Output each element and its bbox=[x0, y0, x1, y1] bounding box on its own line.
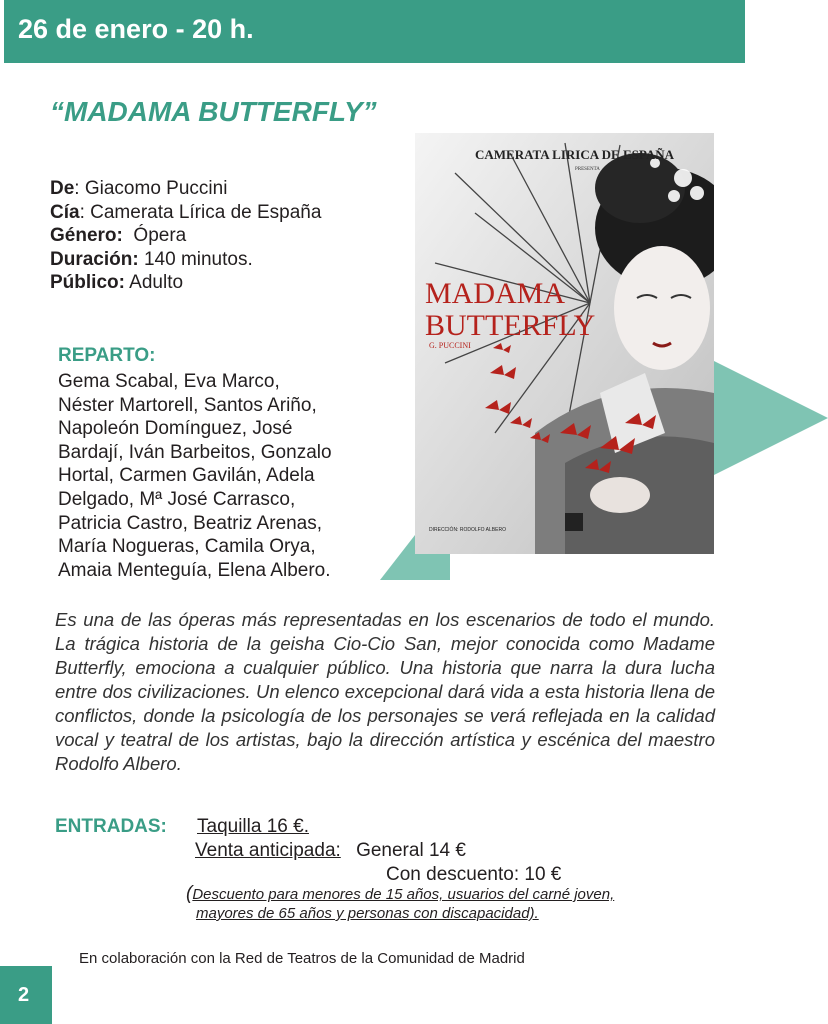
company-value: : Camerata Lírica de España bbox=[79, 201, 322, 223]
cast-line: Néster Martorell, Santos Ariño, bbox=[58, 394, 317, 416]
poster-presents: PRESENTA bbox=[575, 167, 600, 172]
description bbox=[55, 608, 715, 776]
poster-direction: DIRECCIÓN: RODOLFO ALBERO bbox=[429, 527, 506, 533]
cast-list bbox=[58, 370, 378, 582]
author-value: : Giacomo Puccini bbox=[74, 178, 228, 199]
poster-company: CAMERATA LIRICA DE ESPAÑA bbox=[475, 147, 674, 162]
poster-title-2: BUTTERFLY bbox=[425, 309, 596, 342]
discount-note bbox=[186, 884, 614, 923]
date-banner bbox=[4, 0, 745, 63]
tickets-label: ENTRADAS: bbox=[55, 816, 167, 837]
genre-label: Género: bbox=[50, 225, 123, 246]
general-price: General 14 € bbox=[356, 840, 466, 861]
collaboration-note: En colaboración con la Red de Teatros de la Comunidad de Madrid bbox=[79, 950, 525, 967]
show-info bbox=[50, 177, 321, 295]
author-label: De bbox=[50, 178, 75, 199]
event-date: 26 de enero - 20 h. bbox=[18, 14, 254, 44]
poster-artwork bbox=[415, 133, 714, 554]
decorative-triangle-right bbox=[712, 360, 828, 476]
cast-line: Gema Scabal, Eva Marco, bbox=[58, 371, 280, 392]
poster-title-1: MADAMA bbox=[425, 277, 566, 310]
cast-line: Napoleón Domínguez, José bbox=[58, 418, 293, 440]
info-company bbox=[50, 201, 321, 225]
show-title: “MADAMA BUTTERFLY” bbox=[50, 96, 377, 127]
page-number: 2 bbox=[18, 984, 30, 1006]
info-audience bbox=[50, 271, 321, 295]
cast-line: María Nogueras, Camila Orya, bbox=[58, 536, 316, 558]
discount-price: Con descuento: 10 € bbox=[386, 864, 562, 885]
note-line-1: Descuento para menores de 15 años, usuarios del carné joven, bbox=[192, 886, 615, 903]
description-text: Es una de las óperas más representadas en los escenarios de todo el mundo. La trágica historia de la geisha Cio-Cio San, mejor conocida como Madame Butterfly, emociona a cualquier público. Una historia que narra la dura lucha entre dos civilizaciones. Un elenco excepcional dará vida a esta historia llena de conflictos, donde la psicología de los personajes se verá reflejada en la calidad vocal y teatral de los artistas, bajo la dirección artística y escénica del maestro Rodolfo Albero. bbox=[55, 609, 715, 774]
cast-line: Hortal, Carmen Gavilán, Adela bbox=[58, 465, 315, 487]
poster-logo bbox=[565, 513, 583, 531]
ticket-office-price: Taquilla 16 €. bbox=[197, 816, 309, 837]
company-label: Cía bbox=[50, 201, 80, 223]
genre-value: Ópera bbox=[122, 225, 187, 246]
page-number-box bbox=[0, 966, 52, 1024]
cast-line: Patricia Castro, Beatriz Arenas, bbox=[58, 512, 322, 534]
info-genre bbox=[50, 224, 321, 248]
cast-heading: REPARTO: bbox=[58, 345, 156, 366]
poster-composer: G. PUCCINI bbox=[429, 341, 471, 350]
advance-sale-row bbox=[195, 840, 466, 862]
note-line-2: mayores de 65 años y personas con discapacidad). bbox=[196, 905, 539, 922]
cast-line: Amaia Menteguía, Elena Albero. bbox=[58, 559, 331, 581]
audience-value: Adulto bbox=[124, 272, 184, 293]
info-duration bbox=[50, 248, 321, 272]
poster-image bbox=[415, 133, 714, 554]
duration-label: Duración: bbox=[50, 248, 139, 270]
audience-label: Público: bbox=[50, 272, 125, 293]
advance-sale-label: Venta anticipada: bbox=[195, 840, 341, 861]
cast-line: Delgado, Mª José Carrasco, bbox=[58, 488, 296, 510]
info-author bbox=[50, 177, 321, 201]
duration-value: 140 minutos. bbox=[138, 248, 253, 270]
cast-line: Bardají, Iván Barbeitos, Gonzalo bbox=[58, 441, 332, 463]
note-paren: ( bbox=[186, 883, 193, 904]
face-shape bbox=[614, 246, 710, 370]
